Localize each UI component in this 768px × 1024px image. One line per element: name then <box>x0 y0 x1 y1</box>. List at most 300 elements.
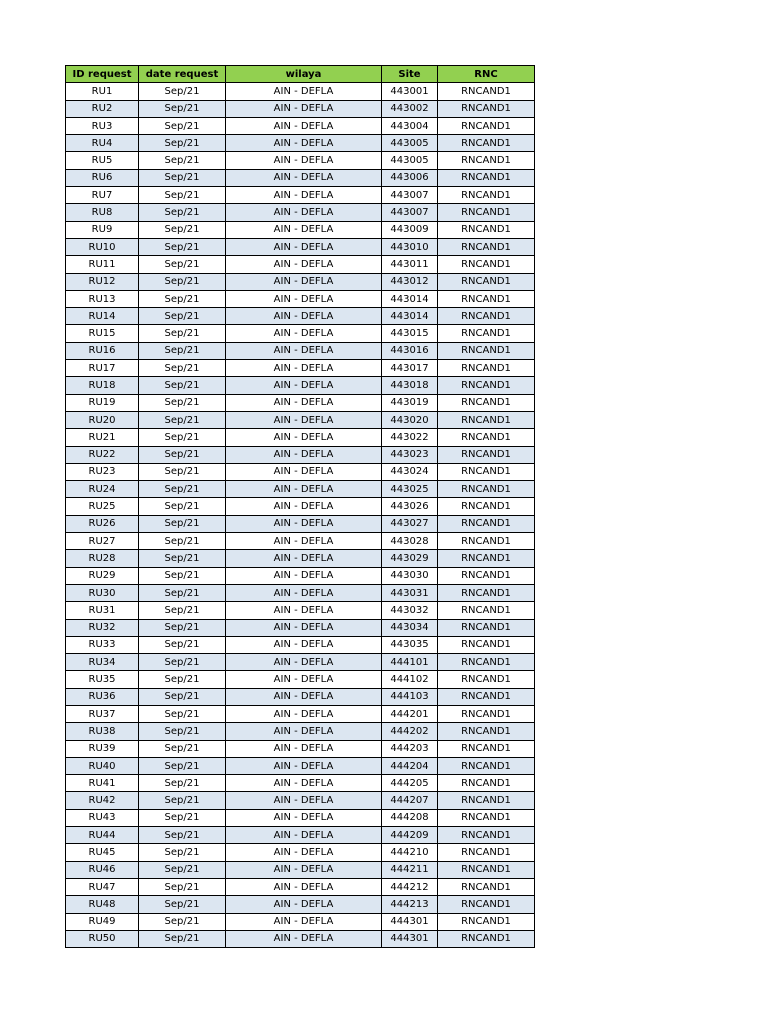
cell-site: 443024 <box>382 463 438 480</box>
cell-date-request: Sep/21 <box>139 809 226 826</box>
cell-id-request: RU18 <box>66 377 139 394</box>
header-date-request: date request <box>139 66 226 83</box>
cell-id-request: RU44 <box>66 827 139 844</box>
cell-date-request: Sep/21 <box>139 83 226 100</box>
cell-wilaya: AIN - DEFLA <box>226 550 382 567</box>
cell-rnc: RNCAND1 <box>438 740 535 757</box>
cell-id-request: RU27 <box>66 533 139 550</box>
cell-id-request: RU10 <box>66 238 139 255</box>
spreadsheet-page <box>65 65 535 948</box>
cell-rnc: RNCAND1 <box>438 533 535 550</box>
cell-site: 443005 <box>382 152 438 169</box>
cell-date-request: Sep/21 <box>139 740 226 757</box>
cell-site: 443001 <box>382 83 438 100</box>
cell-site: 444207 <box>382 792 438 809</box>
table-row <box>66 83 535 100</box>
cell-rnc: RNCAND1 <box>438 256 535 273</box>
cell-site: 443011 <box>382 256 438 273</box>
table-row <box>66 498 535 515</box>
cell-site: 443028 <box>382 533 438 550</box>
cell-wilaya: AIN - DEFLA <box>226 273 382 290</box>
table-row <box>66 827 535 844</box>
cell-wilaya: AIN - DEFLA <box>226 792 382 809</box>
cell-site: 443015 <box>382 325 438 342</box>
cell-wilaya: AIN - DEFLA <box>226 636 382 653</box>
cell-rnc: RNCAND1 <box>438 567 535 584</box>
table-row <box>66 515 535 532</box>
cell-site: 443017 <box>382 360 438 377</box>
cell-site: 443031 <box>382 584 438 601</box>
cell-wilaya: AIN - DEFLA <box>226 723 382 740</box>
cell-date-request: Sep/21 <box>139 757 226 774</box>
cell-id-request: RU13 <box>66 290 139 307</box>
table-body <box>66 83 535 948</box>
cell-site: 443029 <box>382 550 438 567</box>
cell-rnc: RNCAND1 <box>438 308 535 325</box>
table-row <box>66 446 535 463</box>
cell-rnc: RNCAND1 <box>438 238 535 255</box>
cell-id-request: RU36 <box>66 688 139 705</box>
cell-wilaya: AIN - DEFLA <box>226 342 382 359</box>
cell-wilaya: AIN - DEFLA <box>226 463 382 480</box>
header-site: Site <box>382 66 438 83</box>
table-row <box>66 221 535 238</box>
table-row <box>66 757 535 774</box>
cell-id-request: RU49 <box>66 913 139 930</box>
cell-wilaya: AIN - DEFLA <box>226 204 382 221</box>
cell-wilaya: AIN - DEFLA <box>226 152 382 169</box>
cell-id-request: RU16 <box>66 342 139 359</box>
header-rnc: RNC <box>438 66 535 83</box>
cell-wilaya: AIN - DEFLA <box>226 757 382 774</box>
cell-site: 443023 <box>382 446 438 463</box>
cell-wilaya: AIN - DEFLA <box>226 481 382 498</box>
cell-rnc: RNCAND1 <box>438 83 535 100</box>
cell-date-request: Sep/21 <box>139 342 226 359</box>
table-row <box>66 100 535 117</box>
cell-site: 444203 <box>382 740 438 757</box>
cell-id-request: RU33 <box>66 636 139 653</box>
cell-wilaya: AIN - DEFLA <box>226 515 382 532</box>
cell-id-request: RU32 <box>66 619 139 636</box>
cell-rnc: RNCAND1 <box>438 636 535 653</box>
cell-rnc: RNCAND1 <box>438 896 535 913</box>
cell-wilaya: AIN - DEFLA <box>226 619 382 636</box>
table-row <box>66 844 535 861</box>
cell-date-request: Sep/21 <box>139 705 226 722</box>
cell-id-request: RU7 <box>66 187 139 204</box>
cell-id-request: RU26 <box>66 515 139 532</box>
cell-wilaya: AIN - DEFLA <box>226 913 382 930</box>
cell-id-request: RU5 <box>66 152 139 169</box>
cell-date-request: Sep/21 <box>139 619 226 636</box>
cell-date-request: Sep/21 <box>139 567 226 584</box>
cell-date-request: Sep/21 <box>139 533 226 550</box>
cell-date-request: Sep/21 <box>139 135 226 152</box>
cell-date-request: Sep/21 <box>139 481 226 498</box>
cell-rnc: RNCAND1 <box>438 325 535 342</box>
cell-site: 443009 <box>382 221 438 238</box>
cell-site: 443022 <box>382 429 438 446</box>
cell-id-request: RU21 <box>66 429 139 446</box>
cell-wilaya: AIN - DEFLA <box>226 100 382 117</box>
cell-id-request: RU34 <box>66 654 139 671</box>
cell-wilaya: AIN - DEFLA <box>226 221 382 238</box>
cell-site: 444205 <box>382 775 438 792</box>
cell-date-request: Sep/21 <box>139 861 226 878</box>
cell-site: 443030 <box>382 567 438 584</box>
cell-wilaya: AIN - DEFLA <box>226 809 382 826</box>
cell-wilaya: AIN - DEFLA <box>226 498 382 515</box>
cell-wilaya: AIN - DEFLA <box>226 290 382 307</box>
cell-id-request: RU3 <box>66 117 139 134</box>
cell-wilaya: AIN - DEFLA <box>226 740 382 757</box>
cell-date-request: Sep/21 <box>139 602 226 619</box>
cell-date-request: Sep/21 <box>139 913 226 930</box>
cell-rnc: RNCAND1 <box>438 619 535 636</box>
cell-site: 444202 <box>382 723 438 740</box>
cell-site: 443014 <box>382 290 438 307</box>
cell-wilaya: AIN - DEFLA <box>226 429 382 446</box>
cell-site: 443035 <box>382 636 438 653</box>
table-row <box>66 152 535 169</box>
cell-date-request: Sep/21 <box>139 792 226 809</box>
cell-site: 443006 <box>382 169 438 186</box>
cell-site: 443004 <box>382 117 438 134</box>
table-row <box>66 861 535 878</box>
cell-date-request: Sep/21 <box>139 498 226 515</box>
cell-wilaya: AIN - DEFLA <box>226 844 382 861</box>
cell-date-request: Sep/21 <box>139 844 226 861</box>
cell-id-request: RU29 <box>66 567 139 584</box>
cell-date-request: Sep/21 <box>139 411 226 428</box>
cell-site: 444301 <box>382 913 438 930</box>
cell-id-request: RU30 <box>66 584 139 601</box>
cell-rnc: RNCAND1 <box>438 878 535 895</box>
cell-id-request: RU23 <box>66 463 139 480</box>
cell-rnc: RNCAND1 <box>438 221 535 238</box>
cell-id-request: RU45 <box>66 844 139 861</box>
table-row <box>66 204 535 221</box>
cell-id-request: RU25 <box>66 498 139 515</box>
cell-date-request: Sep/21 <box>139 896 226 913</box>
cell-site: 444210 <box>382 844 438 861</box>
cell-date-request: Sep/21 <box>139 775 226 792</box>
cell-date-request: Sep/21 <box>139 187 226 204</box>
cell-rnc: RNCAND1 <box>438 360 535 377</box>
table-row <box>66 913 535 930</box>
cell-wilaya: AIN - DEFLA <box>226 135 382 152</box>
cell-rnc: RNCAND1 <box>438 429 535 446</box>
table-row <box>66 723 535 740</box>
cell-rnc: RNCAND1 <box>438 515 535 532</box>
cell-id-request: RU1 <box>66 83 139 100</box>
cell-id-request: RU42 <box>66 792 139 809</box>
cell-site: 444208 <box>382 809 438 826</box>
cell-rnc: RNCAND1 <box>438 757 535 774</box>
cell-id-request: RU14 <box>66 308 139 325</box>
cell-site: 443026 <box>382 498 438 515</box>
cell-rnc: RNCAND1 <box>438 290 535 307</box>
table-row <box>66 896 535 913</box>
cell-rnc: RNCAND1 <box>438 705 535 722</box>
cell-date-request: Sep/21 <box>139 308 226 325</box>
table-header <box>66 66 535 83</box>
cell-date-request: Sep/21 <box>139 394 226 411</box>
cell-wilaya: AIN - DEFLA <box>226 861 382 878</box>
cell-site: 444102 <box>382 671 438 688</box>
cell-site: 443019 <box>382 394 438 411</box>
cell-wilaya: AIN - DEFLA <box>226 411 382 428</box>
cell-id-request: RU46 <box>66 861 139 878</box>
cell-date-request: Sep/21 <box>139 723 226 740</box>
cell-wilaya: AIN - DEFLA <box>226 654 382 671</box>
cell-wilaya: AIN - DEFLA <box>226 688 382 705</box>
cell-site: 443034 <box>382 619 438 636</box>
cell-site: 444213 <box>382 896 438 913</box>
cell-wilaya: AIN - DEFLA <box>226 827 382 844</box>
cell-rnc: RNCAND1 <box>438 446 535 463</box>
table-row <box>66 740 535 757</box>
cell-id-request: RU19 <box>66 394 139 411</box>
cell-date-request: Sep/21 <box>139 878 226 895</box>
table-row <box>66 360 535 377</box>
cell-site: 443032 <box>382 602 438 619</box>
requests-table <box>65 65 535 948</box>
cell-id-request: RU40 <box>66 757 139 774</box>
cell-wilaya: AIN - DEFLA <box>226 169 382 186</box>
cell-date-request: Sep/21 <box>139 688 226 705</box>
cell-id-request: RU24 <box>66 481 139 498</box>
cell-site: 444204 <box>382 757 438 774</box>
cell-id-request: RU20 <box>66 411 139 428</box>
table-row <box>66 308 535 325</box>
cell-rnc: RNCAND1 <box>438 463 535 480</box>
cell-rnc: RNCAND1 <box>438 377 535 394</box>
cell-date-request: Sep/21 <box>139 117 226 134</box>
cell-wilaya: AIN - DEFLA <box>226 878 382 895</box>
cell-wilaya: AIN - DEFLA <box>226 602 382 619</box>
table-row <box>66 775 535 792</box>
cell-rnc: RNCAND1 <box>438 550 535 567</box>
cell-site: 443005 <box>382 135 438 152</box>
cell-rnc: RNCAND1 <box>438 169 535 186</box>
cell-id-request: RU9 <box>66 221 139 238</box>
cell-date-request: Sep/21 <box>139 238 226 255</box>
cell-rnc: RNCAND1 <box>438 100 535 117</box>
cell-date-request: Sep/21 <box>139 256 226 273</box>
cell-rnc: RNCAND1 <box>438 498 535 515</box>
cell-rnc: RNCAND1 <box>438 930 535 947</box>
cell-wilaya: AIN - DEFLA <box>226 187 382 204</box>
cell-rnc: RNCAND1 <box>438 844 535 861</box>
table-row <box>66 654 535 671</box>
cell-rnc: RNCAND1 <box>438 411 535 428</box>
cell-id-request: RU41 <box>66 775 139 792</box>
cell-date-request: Sep/21 <box>139 930 226 947</box>
table-row <box>66 688 535 705</box>
cell-wilaya: AIN - DEFLA <box>226 930 382 947</box>
cell-date-request: Sep/21 <box>139 584 226 601</box>
cell-rnc: RNCAND1 <box>438 204 535 221</box>
cell-site: 443007 <box>382 204 438 221</box>
cell-site: 443010 <box>382 238 438 255</box>
cell-rnc: RNCAND1 <box>438 117 535 134</box>
table-row <box>66 394 535 411</box>
cell-site: 443016 <box>382 342 438 359</box>
cell-wilaya: AIN - DEFLA <box>226 533 382 550</box>
cell-wilaya: AIN - DEFLA <box>226 567 382 584</box>
cell-id-request: RU50 <box>66 930 139 947</box>
table-row <box>66 187 535 204</box>
cell-id-request: RU4 <box>66 135 139 152</box>
table-row <box>66 481 535 498</box>
cell-date-request: Sep/21 <box>139 636 226 653</box>
table-row <box>66 290 535 307</box>
cell-date-request: Sep/21 <box>139 515 226 532</box>
cell-rnc: RNCAND1 <box>438 913 535 930</box>
cell-date-request: Sep/21 <box>139 377 226 394</box>
cell-id-request: RU31 <box>66 602 139 619</box>
cell-rnc: RNCAND1 <box>438 152 535 169</box>
header-id-request: ID request <box>66 66 139 83</box>
cell-wilaya: AIN - DEFLA <box>226 896 382 913</box>
cell-rnc: RNCAND1 <box>438 723 535 740</box>
cell-date-request: Sep/21 <box>139 204 226 221</box>
cell-id-request: RU2 <box>66 100 139 117</box>
table-row <box>66 238 535 255</box>
cell-site: 444211 <box>382 861 438 878</box>
cell-date-request: Sep/21 <box>139 550 226 567</box>
cell-date-request: Sep/21 <box>139 654 226 671</box>
cell-date-request: Sep/21 <box>139 827 226 844</box>
cell-id-request: RU12 <box>66 273 139 290</box>
cell-site: 443012 <box>382 273 438 290</box>
cell-date-request: Sep/21 <box>139 152 226 169</box>
cell-rnc: RNCAND1 <box>438 394 535 411</box>
cell-id-request: RU11 <box>66 256 139 273</box>
cell-id-request: RU35 <box>66 671 139 688</box>
cell-rnc: RNCAND1 <box>438 688 535 705</box>
table-row <box>66 325 535 342</box>
table-row <box>66 533 535 550</box>
table-row <box>66 671 535 688</box>
cell-wilaya: AIN - DEFLA <box>226 671 382 688</box>
cell-wilaya: AIN - DEFLA <box>226 238 382 255</box>
table-row <box>66 567 535 584</box>
cell-date-request: Sep/21 <box>139 463 226 480</box>
cell-date-request: Sep/21 <box>139 221 226 238</box>
cell-wilaya: AIN - DEFLA <box>226 775 382 792</box>
cell-rnc: RNCAND1 <box>438 671 535 688</box>
cell-date-request: Sep/21 <box>139 100 226 117</box>
table-row <box>66 930 535 947</box>
cell-date-request: Sep/21 <box>139 273 226 290</box>
cell-rnc: RNCAND1 <box>438 187 535 204</box>
cell-site: 444201 <box>382 705 438 722</box>
table-row <box>66 619 535 636</box>
cell-date-request: Sep/21 <box>139 325 226 342</box>
cell-id-request: RU8 <box>66 204 139 221</box>
cell-date-request: Sep/21 <box>139 429 226 446</box>
cell-rnc: RNCAND1 <box>438 584 535 601</box>
cell-id-request: RU37 <box>66 705 139 722</box>
cell-wilaya: AIN - DEFLA <box>226 377 382 394</box>
cell-rnc: RNCAND1 <box>438 342 535 359</box>
table-row <box>66 584 535 601</box>
cell-rnc: RNCAND1 <box>438 654 535 671</box>
cell-wilaya: AIN - DEFLA <box>226 394 382 411</box>
cell-rnc: RNCAND1 <box>438 827 535 844</box>
cell-site: 443014 <box>382 308 438 325</box>
header-row <box>66 66 535 83</box>
cell-date-request: Sep/21 <box>139 446 226 463</box>
cell-site: 444212 <box>382 878 438 895</box>
cell-rnc: RNCAND1 <box>438 775 535 792</box>
cell-id-request: RU6 <box>66 169 139 186</box>
cell-id-request: RU39 <box>66 740 139 757</box>
table-row <box>66 411 535 428</box>
cell-rnc: RNCAND1 <box>438 481 535 498</box>
cell-id-request: RU28 <box>66 550 139 567</box>
cell-wilaya: AIN - DEFLA <box>226 446 382 463</box>
cell-id-request: RU48 <box>66 896 139 913</box>
cell-site: 443018 <box>382 377 438 394</box>
cell-rnc: RNCAND1 <box>438 135 535 152</box>
table-row <box>66 117 535 134</box>
cell-id-request: RU43 <box>66 809 139 826</box>
cell-rnc: RNCAND1 <box>438 861 535 878</box>
table-row <box>66 273 535 290</box>
table-row <box>66 377 535 394</box>
cell-date-request: Sep/21 <box>139 290 226 307</box>
cell-id-request: RU47 <box>66 878 139 895</box>
cell-site: 443007 <box>382 187 438 204</box>
cell-site: 443020 <box>382 411 438 428</box>
cell-date-request: Sep/21 <box>139 671 226 688</box>
cell-wilaya: AIN - DEFLA <box>226 705 382 722</box>
cell-date-request: Sep/21 <box>139 169 226 186</box>
table-row <box>66 169 535 186</box>
cell-id-request: RU17 <box>66 360 139 377</box>
cell-id-request: RU22 <box>66 446 139 463</box>
cell-site: 444209 <box>382 827 438 844</box>
cell-rnc: RNCAND1 <box>438 809 535 826</box>
cell-site: 443025 <box>382 481 438 498</box>
cell-rnc: RNCAND1 <box>438 273 535 290</box>
table-row <box>66 342 535 359</box>
cell-wilaya: AIN - DEFLA <box>226 308 382 325</box>
table-row <box>66 463 535 480</box>
cell-wilaya: AIN - DEFLA <box>226 360 382 377</box>
table-row <box>66 550 535 567</box>
cell-date-request: Sep/21 <box>139 360 226 377</box>
cell-wilaya: AIN - DEFLA <box>226 117 382 134</box>
cell-site: 444103 <box>382 688 438 705</box>
table-row <box>66 256 535 273</box>
table-row <box>66 878 535 895</box>
cell-rnc: RNCAND1 <box>438 792 535 809</box>
table-row <box>66 809 535 826</box>
table-row <box>66 705 535 722</box>
table-row <box>66 636 535 653</box>
cell-site: 444101 <box>382 654 438 671</box>
cell-wilaya: AIN - DEFLA <box>226 584 382 601</box>
cell-id-request: RU38 <box>66 723 139 740</box>
cell-site: 443027 <box>382 515 438 532</box>
cell-rnc: RNCAND1 <box>438 602 535 619</box>
cell-wilaya: AIN - DEFLA <box>226 83 382 100</box>
